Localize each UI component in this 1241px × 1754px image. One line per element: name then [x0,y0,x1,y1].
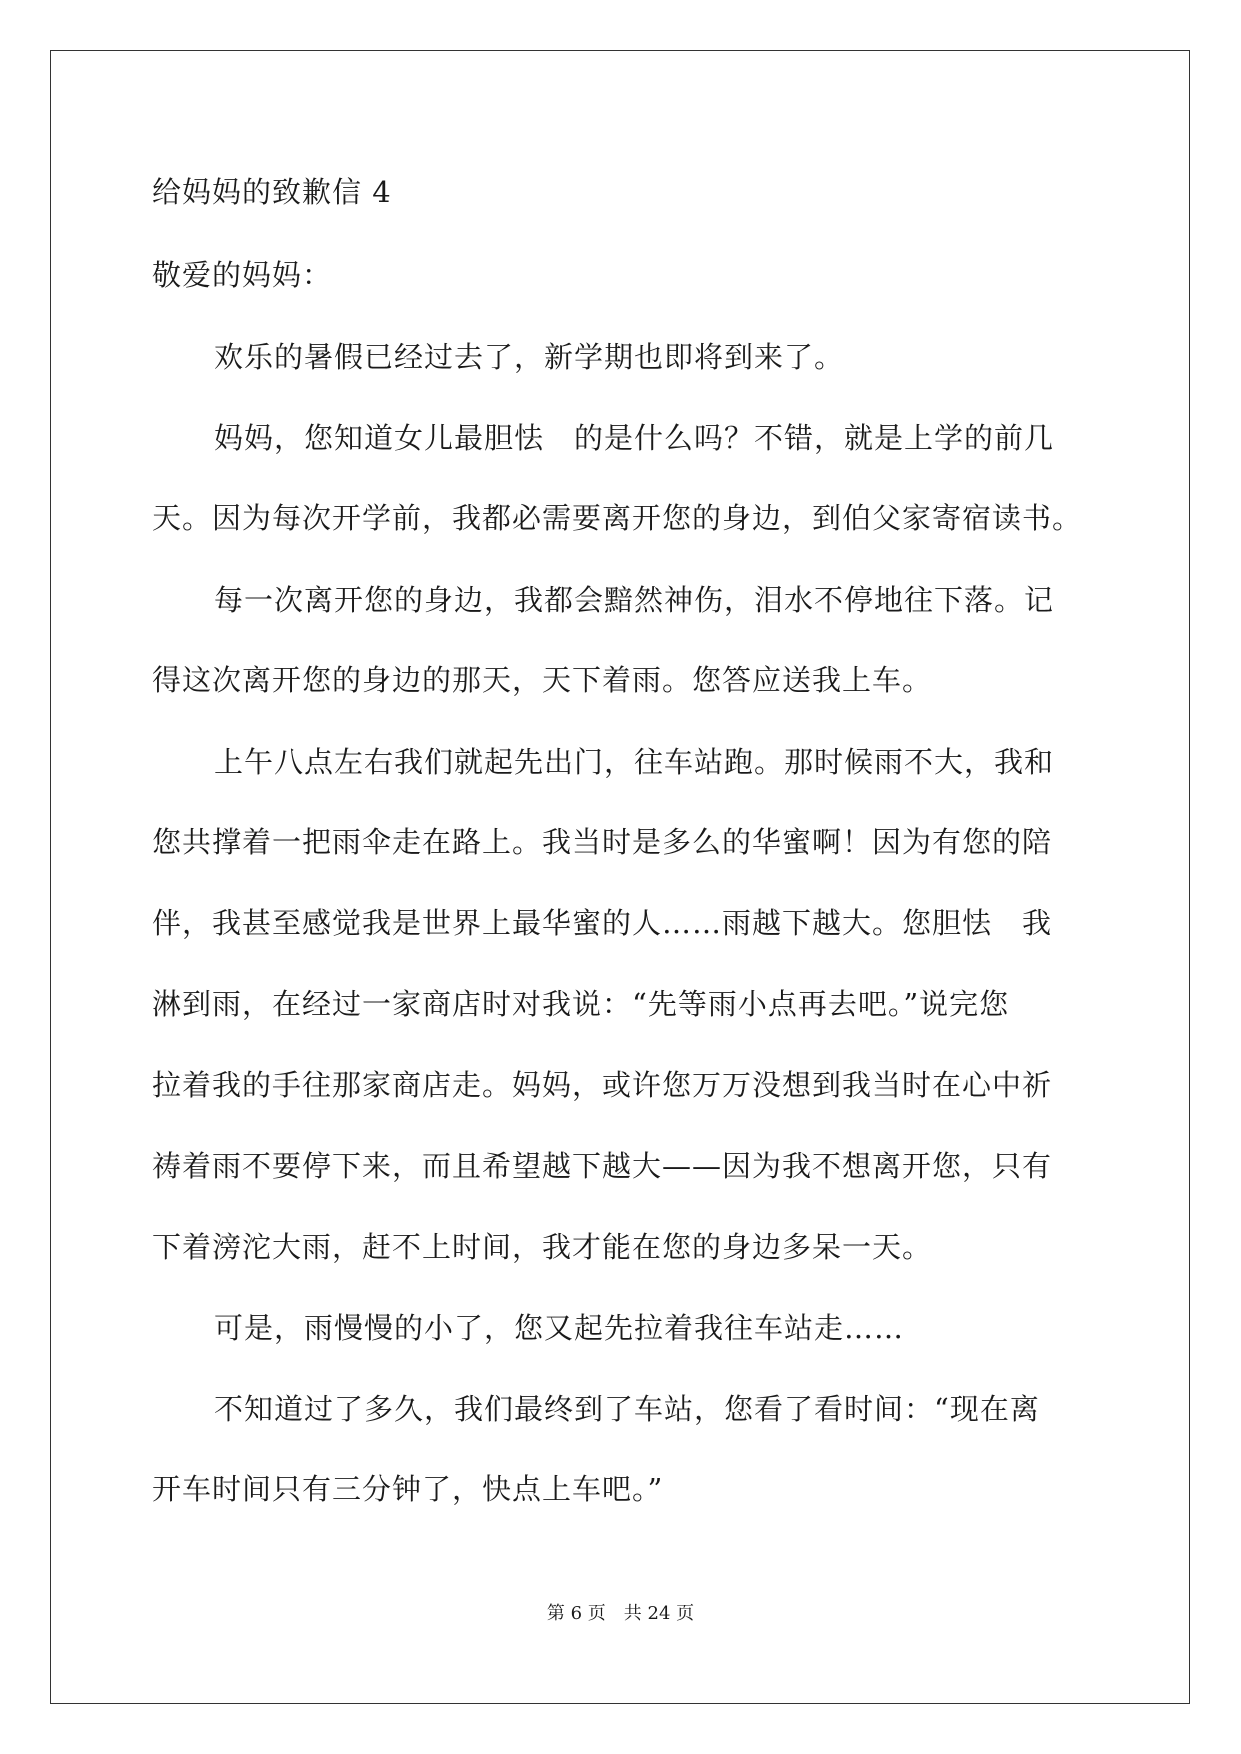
document-title: 给妈妈的致歉信 4 [152,175,392,209]
paragraph-line-15: 开车时间只有三分钟了，快点上车吧。” [152,1472,664,1506]
paragraph-line-13: 可是，雨慢慢的小了，您又起先拉着我往车站走…… [214,1311,905,1345]
paragraph-line-7: 您共撑着一把雨伞走在路上。我当时是多么的华蜜啊！因为有您的陪 [152,825,1053,859]
paragraph-line-10: 拉着我的手往那家商店走。妈妈，或许您万万没想到我当时在心中祈 [152,1068,1053,1102]
greeting: 敬爱的妈妈： [152,258,333,292]
paragraph-line-5: 得这次离开您的身边的那天，天下着雨。您答应送我上车。 [152,663,933,697]
paragraph-line-12: 下着滂沱大雨，赶不上时间，我才能在您的身边多呆一天。 [152,1230,933,1264]
paragraph-line-8: 伴，我甚至感觉我是世界上最华蜜的人……雨越下越大。您胆怯 我 [152,906,1053,940]
page-border [50,50,1190,1704]
paragraph-line-11: 祷着雨不要停下来，而且希望越下越大——因为我不想离开您，只有 [152,1149,1053,1183]
paragraph-line-2: 妈妈，您知道女儿最胆怯 的是什么吗？不错，就是上学的前几 [214,421,1055,455]
paragraph-line-4: 每一次离开您的身边，我都会黯然神伤，泪水不停地往下落。记 [214,583,1055,617]
paragraph-line-14: 不知道过了多久，我们最终到了车站，您看了看时间：“现在离 [214,1392,1040,1426]
paragraph-line-6: 上午八点左右我们就起先出门，往车站跑。那时候雨不大，我和 [214,745,1055,779]
paragraph-line-1: 欢乐的暑假已经过去了，新学期也即将到来了。 [214,340,845,374]
paragraph-line-3: 天。因为每次开学前，我都必需要离开您的身边，到伯父家寄宿读书。 [152,501,1083,535]
paragraph-line-9: 淋到雨，在经过一家商店时对我说：“先等雨小点再去吧。”说完您 [152,987,1010,1021]
page-number-footer: 第 6 页 共 24 页 [546,1603,695,1624]
